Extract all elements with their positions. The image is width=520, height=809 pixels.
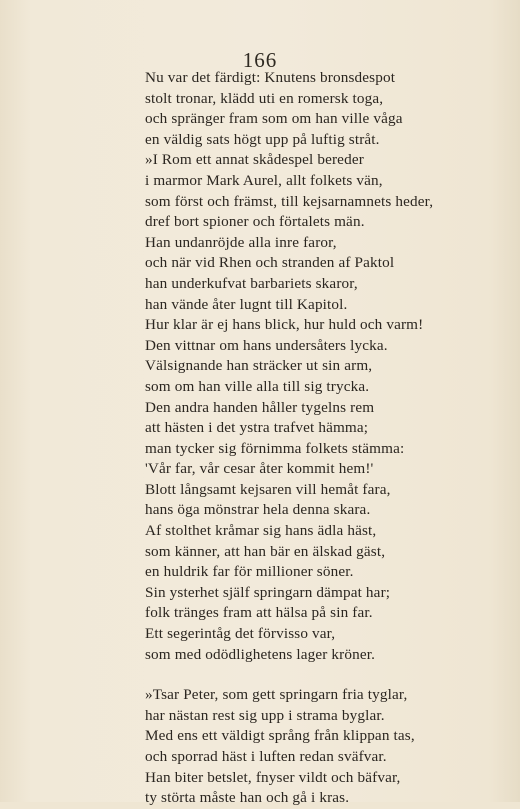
poem-line: som om han ville alla till sig trycka. — [145, 377, 370, 395]
poem-text — [145, 68, 485, 809]
poem-line: Den andra handen håller tygelns rem — [145, 398, 375, 416]
poem-line: Blott långsamt kejsaren vill hemåt fara, — [145, 480, 391, 498]
poem-line: och sporrad häst i luften redan sväfvar. — [145, 748, 387, 765]
poem-line: har nästan rest sig upp i strama byglar. — [145, 706, 385, 724]
poem-line: och när vid Rhen och stranden af Paktol — [145, 254, 395, 272]
poem-line: som med odödlighetens lager kröner. — [145, 645, 376, 663]
poem-line: och spränger fram som om han ville våga — [145, 110, 403, 128]
poem-line: »I Rom ett annat skådespel bereder — [145, 151, 364, 169]
poem-line: Han undanröjde alla inre faror, — [145, 233, 337, 251]
poem-line: en huldrik far för millioner söner. — [145, 563, 354, 581]
poem-line: Den vittnar om hans undersåters lycka. — [145, 336, 388, 354]
poem-line: Välsignande han sträcker ut sin arm, — [145, 357, 373, 375]
poem-line: Af stolthet kråmar sig hans ädla häst, — [145, 522, 377, 540]
poem-line: ty störta måste han och gå i kras. — [145, 789, 350, 807]
poem-line: »Tsar Peter, som gett springarn fria tyglar, — [145, 686, 408, 704]
poem-line: han underkufvat barbariets skaror, — [145, 274, 358, 292]
poem-line: 'Vår far, vår cesar åter kommit hem!' — [145, 460, 374, 478]
poem-line: Med ens ett väldigt språng från klippan tas, — [145, 727, 415, 745]
poem-line: han vände åter lugnt till Kapitol. — [145, 295, 348, 313]
poem-line: Nu var det färdigt: Knutens bronsdespot — [145, 69, 396, 86]
poem-line: som först och främst, till kejsarnamnets heder, — [145, 192, 434, 210]
poem-line: en väldig sats högt upp på luftig stråt. — [145, 130, 380, 148]
stanza — [145, 68, 485, 665]
poem-line: folk tränges fram att hälsa på sin far. — [145, 604, 373, 622]
stanza — [145, 685, 485, 809]
poem-line: som känner, att han bär en älskad gäst, — [145, 542, 386, 560]
poem-line: hans öga mönstrar hela denna skara. — [145, 501, 371, 519]
poem-line: Han biter betslet, fnyser vildt och bäfvar, — [145, 768, 401, 786]
poem-line: man tycker sig förnimma folkets stämma: — [145, 439, 405, 457]
poem-line: att hästen i det ystra trafvet hämma; — [145, 419, 369, 437]
poem-line: dref bort spioner och förtalets män. — [145, 213, 365, 231]
poem-line: stolt tronar, klädd uti en romersk toga, — [145, 89, 384, 107]
poem-line: Ett segerintåg det förvisso var, — [145, 625, 336, 643]
poem-line: Hur klar är ej hans blick, hur huld och varm! — [145, 316, 424, 334]
poem-line: Sin ysterhet själf springarn dämpat har; — [145, 583, 391, 601]
page-number: 166 — [242, 48, 278, 72]
poem-line: i marmor Mark Aurel, allt folkets vän, — [145, 171, 383, 189]
